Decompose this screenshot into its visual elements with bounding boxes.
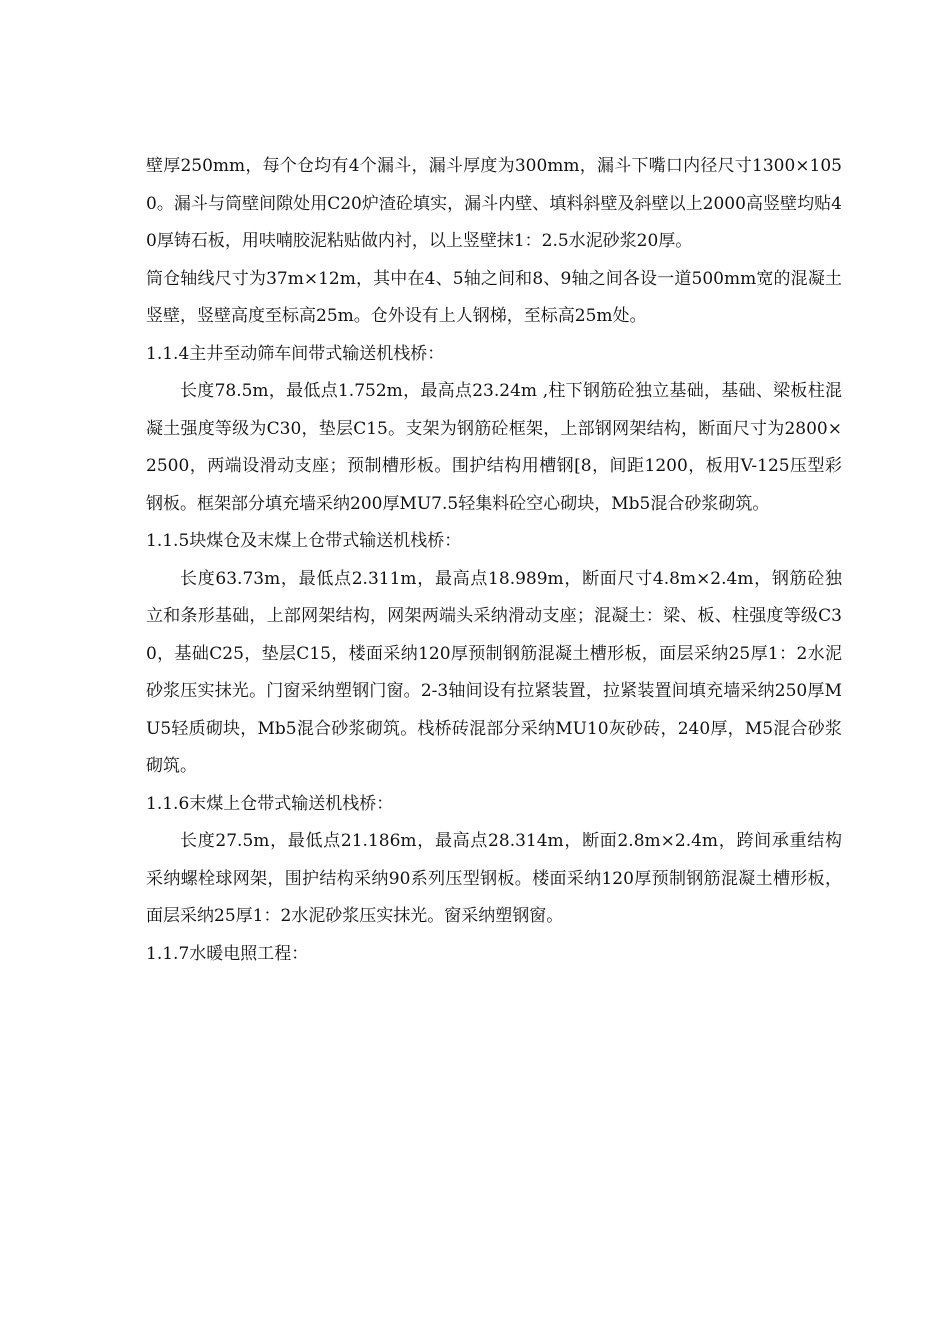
body-paragraph: 长度27.5m，最低点21.186m，最高点28.314m，断面2.8m×2.4m，跨间承重结构采纳螺栓球网架，围护结构采纳90系列压型钢板。楼面采纳120厚预制钢筋混凝土槽形板，面层采纳25厚1：2水泥砂浆压实抹光。窗采纳塑钢窗。: [146, 831, 842, 926]
section-heading: 1.1.5块煤仓及末煤上仓带式输送机栈桥：: [146, 531, 462, 551]
body-paragraph: 筒仓轴线尺寸为37m×12m，其中在4、5轴之间和8、9轴之间各设一道500mm宽的混凝土竖壁，竖壁高度至标高25m。仓外设有上人钢梯，至标高25m处。: [146, 268, 842, 326]
body-paragraph: 长度78.5m，最低点1.752m，最高点23.24m ,柱下钢筋砼独立基础，基础、梁板柱混凝土强度等级为C30，垫层C15。支架为钢筋砼框架，上部钢网架结构，断面尺寸为2800×2500，两端设滑动支座；预制槽形板。围护结构用槽钢[8，间距1200，板用V-125压型彩钢板。框架部分填充墙采纳200厚MU7.5轻集料砼空心砌块，Mb5混合砂浆砌筑。: [146, 381, 842, 514]
body-paragraph: 长度63.73m，最低点2.311m，最高点18.989m，断面尺寸4.8m×2.4m，钢筋砼独立和条形基础，上部网架结构，网架两端头采纳滑动支座；混凝土：梁、板、柱强度等级C30，基础C25，垫层C15，楼面采纳120厚预制钢筋混凝土槽形板，面层采纳25厚1：2水泥砂浆压实抹光。门窗采纳塑钢门窗。2-3轴间设有拉紧装置，拉紧装置间填充墙采纳250厚MU5轻质砌块，Mb5混合砂浆砌筑。栈桥砖混部分采纳MU10灰砂砖，240厚，M5混合砂浆砌筑。: [146, 568, 842, 776]
section-heading: 1.1.7水暖电照工程：: [146, 943, 309, 964]
document-body: [146, 148, 842, 973]
body-paragraph: 壁厚250mm，每个仓均有4个漏斗，漏斗厚度为300mm，漏斗下嘴口内径尺寸1300×1050。漏斗与筒壁间隙处用C20炉渣砼填实，漏斗内壁、填料斜壁及斜壁以上2000高竖壁均贴40厚铸石板，用呋喃胶泥粘贴做内衬，以上竖壁抹1：2.5水泥砂浆20厚。: [146, 156, 842, 251]
section-heading: 1.1.4主井至动筛车间带式输送机栈桥：: [146, 343, 445, 364]
section-heading: 1.1.6末煤上仓带式输送机栈桥：: [146, 793, 394, 814]
